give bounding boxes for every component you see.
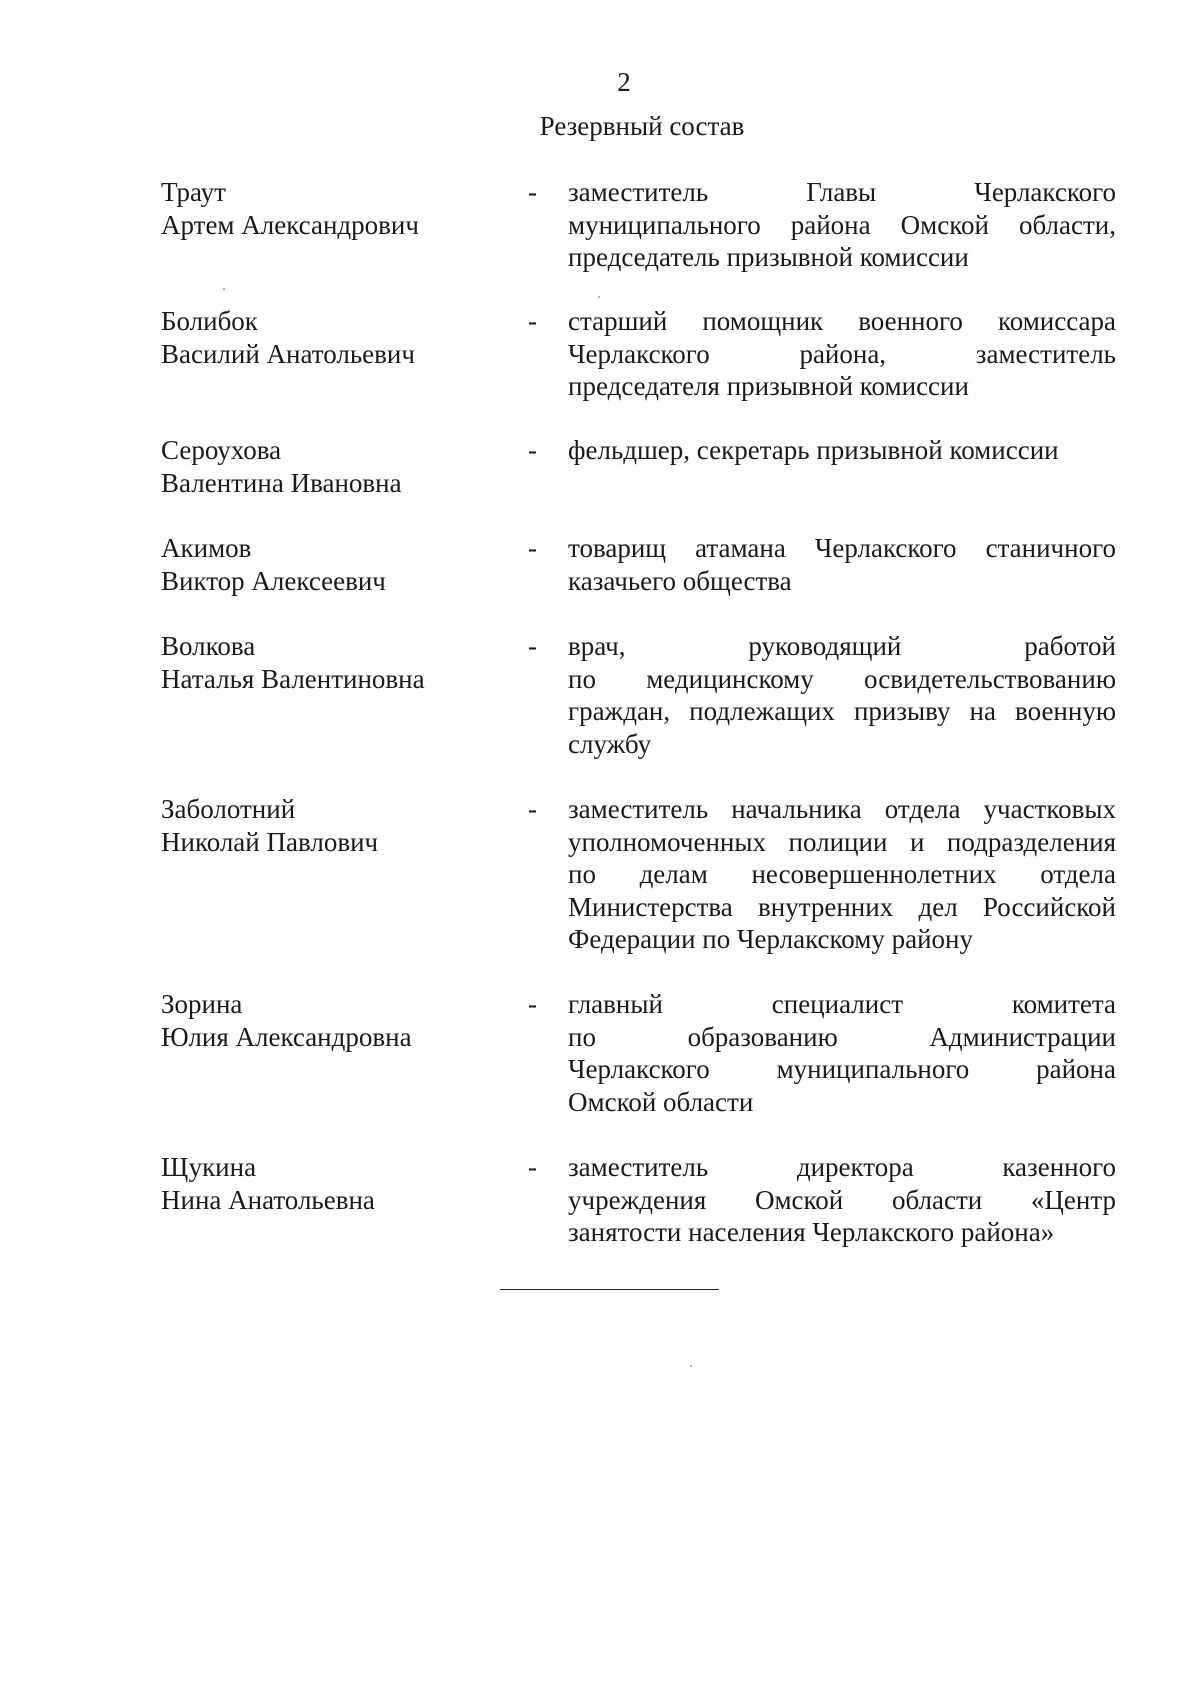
role-line: Черлакского муниципального района <box>568 1054 1116 1084</box>
role-line: граждан, подлежащих призыву на военную <box>568 696 1116 726</box>
role-line: Черлакского района, заместитель <box>568 338 1116 369</box>
member-surname: Зорина <box>161 989 243 1019</box>
member-role <box>568 630 1116 760</box>
role-line: по образованию Администрации <box>568 1021 1116 1052</box>
member-name <box>161 1151 501 1216</box>
role-line: службу <box>568 728 652 759</box>
role-line: фельдшер, секретарь призывной комиссии <box>568 435 1059 465</box>
member-role <box>568 988 1116 1118</box>
dash-separator: - <box>528 533 537 563</box>
role-line: по медицинскому освидетельствованию <box>568 663 1116 694</box>
member-name <box>161 630 501 695</box>
member-given-names: Наталья Валентиновна <box>161 663 425 694</box>
dash-separator: - <box>528 794 537 824</box>
member-surname: Акимов <box>161 533 252 563</box>
scan-speck <box>598 296 600 298</box>
role-line: товарищ атамана Черлакского станичного <box>568 533 1116 563</box>
member-name <box>161 176 501 241</box>
end-rule <box>500 1289 719 1290</box>
member-name <box>161 305 501 370</box>
scan-speck <box>690 1365 692 1367</box>
dash-separator: - <box>528 306 537 336</box>
member-name <box>161 988 501 1053</box>
role-line: по делам несовершеннолетних отдела <box>568 859 1116 889</box>
member-role <box>568 532 1116 597</box>
member-surname: Волкова <box>161 631 256 661</box>
member-given-names: Юлия Александровна <box>161 1021 412 1052</box>
member-surname: Заболотний <box>161 794 296 824</box>
section-title: Резервный состав <box>539 111 745 141</box>
role-line: заместитель начальника отдела участковых <box>568 794 1116 824</box>
member-given-names: Валентина Ивановна <box>161 467 402 498</box>
member-name <box>161 532 501 597</box>
member-role <box>568 434 1116 467</box>
role-line: старший помощник военного комиссара <box>568 306 1116 336</box>
role-line: заместитель директора казенного <box>568 1152 1116 1182</box>
member-given-names: Артем Александрович <box>161 209 419 240</box>
role-line: уполномоченных полиции и подразделения <box>568 826 1116 857</box>
dash-separator: - <box>528 435 537 465</box>
role-line: заместитель Главы Черлакского <box>568 177 1116 207</box>
member-given-names: Виктор Алексеевич <box>161 565 386 596</box>
role-line: врач, руководящий работой <box>568 631 1116 661</box>
member-role <box>568 176 1116 274</box>
role-line: муниципального района Омской области, <box>568 209 1116 240</box>
role-line: председателя призывной комиссии <box>568 371 969 401</box>
page-number: 2 <box>617 67 631 97</box>
dash-separator: - <box>528 177 537 207</box>
role-line: учреждения Омской области «Центр <box>568 1184 1116 1215</box>
role-line: казачьего общества <box>568 565 792 596</box>
member-given-names: Нина Анатольевна <box>161 1184 375 1215</box>
dash-separator: - <box>528 1152 537 1182</box>
member-name <box>161 793 501 858</box>
role-line: Федерации по Черлакскому району <box>568 924 973 954</box>
member-name <box>161 434 501 499</box>
member-role <box>568 305 1116 403</box>
role-line: занятости населения Черлакского района» <box>568 1217 1055 1247</box>
scan-speck <box>223 288 225 290</box>
member-role <box>568 1151 1116 1249</box>
dash-separator: - <box>528 989 537 1019</box>
member-given-names: Василий Анатольевич <box>161 338 415 369</box>
role-line: Министерства внутренних дел Российской <box>568 891 1116 922</box>
member-surname: Болибок <box>161 306 258 336</box>
role-line: главный специалист комитета <box>568 989 1116 1019</box>
role-line: председатель призывной комиссии <box>568 242 969 272</box>
dash-separator: - <box>528 631 537 661</box>
member-surname: Траут <box>161 177 226 207</box>
member-surname: Сероухова <box>161 435 282 465</box>
role-line: Омской области <box>568 1086 754 1117</box>
member-given-names: Николай Павлович <box>161 826 379 857</box>
member-surname: Щукина <box>161 1152 257 1182</box>
member-role <box>568 793 1116 956</box>
